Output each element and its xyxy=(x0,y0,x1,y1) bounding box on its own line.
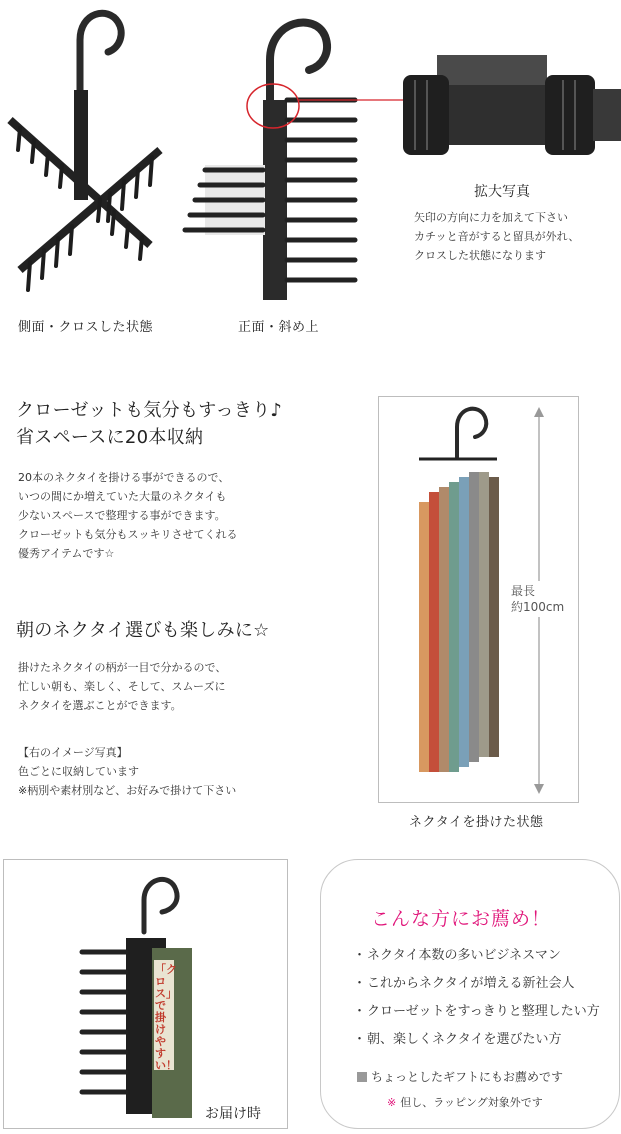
asterisk-icon: ※ xyxy=(387,1096,397,1109)
caption-hanging: ネクタイを掛けた状態 xyxy=(409,815,544,830)
recommend-box xyxy=(320,859,620,1129)
recommend-item: ・これからネクタイが増える新社会人 xyxy=(353,976,575,991)
morning-body-line: 忙しい朝も、楽しく、そして、スムーズに xyxy=(18,680,226,693)
square-bullet-icon xyxy=(357,1072,367,1082)
morning-body xyxy=(18,658,226,715)
length-value: 約100cm xyxy=(511,600,565,614)
recommend-item: ・朝、楽しくネクタイを選びたい方 xyxy=(353,1032,562,1047)
recommend-list xyxy=(353,944,600,1052)
package-photo-frame xyxy=(3,859,288,1129)
gift-note: ちょっとしたギフトにもお薦めです xyxy=(357,1068,563,1085)
hanging-photo-frame xyxy=(378,396,579,803)
morning-body-line: ネクタイを選ぶことができます。 xyxy=(18,699,182,712)
morning-body-line: 掛けたネクタイの柄が一目で分かるので、 xyxy=(18,661,227,674)
wrap-note: ※ 但し、ラッピング対象外です xyxy=(387,1096,543,1109)
zoom-title: 拡大写真 xyxy=(474,184,530,200)
zoom-text-line: 矢印の方向に力を加えて下さい xyxy=(414,211,568,224)
hanger-side-photo xyxy=(0,0,170,310)
closet-body xyxy=(18,468,237,563)
image-note xyxy=(18,743,236,800)
image-note-line: 色ごとに収納しています xyxy=(18,765,139,778)
zoom-detail-photo xyxy=(375,55,621,175)
caption-front-view: 正面・斜め上 xyxy=(238,320,320,335)
closet-body-line: いつの間にか増えていた大量のネクタイも xyxy=(18,490,227,503)
closet-heading-line: クローゼットも気分もすっきり♪ xyxy=(16,400,283,421)
image-note-line: 【右のイメージ写真】 xyxy=(18,746,128,759)
zoom-text-line: カチッと音がすると留具が外れ、 xyxy=(414,230,580,243)
caption-side-view: 側面・クロスした状態 xyxy=(18,320,154,335)
closet-body-line: 優秀アイテムです☆ xyxy=(18,547,115,560)
recommend-item: ・ネクタイ本数の多いビジネスマン xyxy=(353,948,561,963)
image-note-line: ※柄別や素材別など、お好みで掛けて下さい xyxy=(18,784,237,797)
closet-heading xyxy=(16,397,282,451)
morning-heading: 朝のネクタイ選びも楽しみに☆ xyxy=(16,620,270,641)
recommend-title: こんな方にお薦め！ xyxy=(371,908,552,930)
closet-heading-line: 省スペースに20本収納 xyxy=(16,427,204,448)
zoom-text-line: クロスした状態になります xyxy=(414,249,546,262)
recommend-item: ・クローゼットをすっきりと整理したい方 xyxy=(353,1004,600,1019)
closet-body-line: クローゼットも気分もスッキリさせてくれる xyxy=(18,528,238,541)
hanger-front-photo xyxy=(175,0,365,310)
closet-body-line: 少ないスペースで整理する事ができます。 xyxy=(18,509,226,522)
length-label: 最長 xyxy=(511,584,536,598)
caption-package: お届け時 xyxy=(205,1106,261,1122)
closet-body-line: 20本のネクタイを掛ける事ができるので、 xyxy=(18,471,230,484)
package-label: 「クロス」で掛けやすい！ xyxy=(155,963,177,1072)
package-photo xyxy=(4,860,287,1128)
